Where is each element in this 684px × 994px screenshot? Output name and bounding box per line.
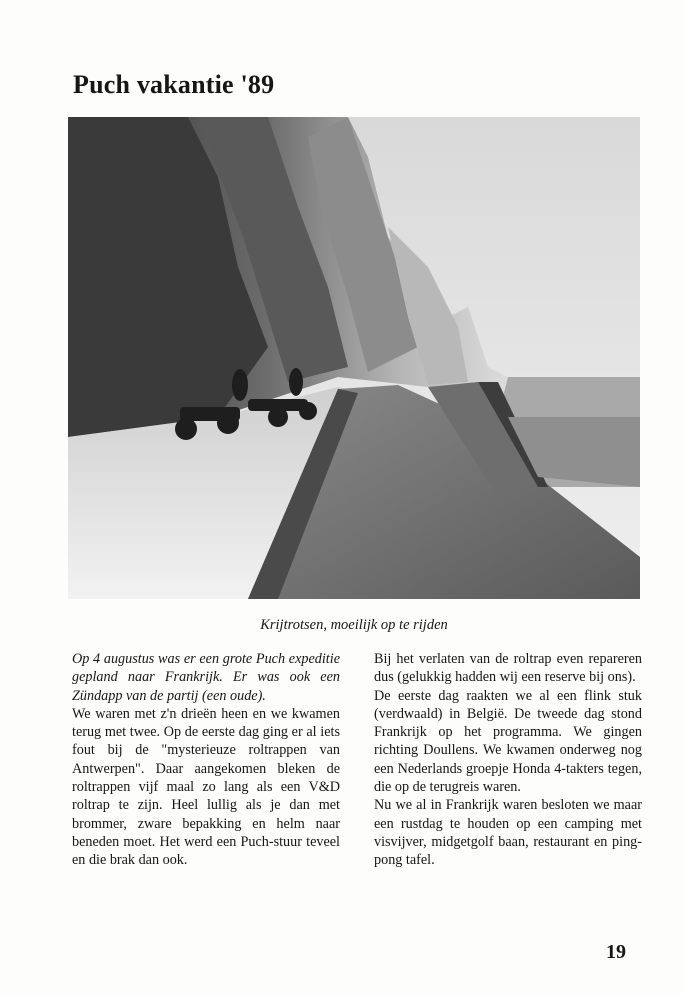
article-paragraph: Bij het verlaten van de roltrap even repareren dus (gelukkig hadden wij een reserve bij ons).: [374, 651, 642, 686]
cliffs-photo-drawing: [68, 117, 640, 599]
article-column-left: [72, 650, 340, 870]
cliffs-photo: [68, 117, 640, 599]
article-paragraph: De eerste dag raakten we al een flink stuk (verdwaald) in België. De tweede dag stond Frankrijk op het programma. We gingen richting Doullens. We kwamen onderweg nog een Nederlands groepje Honda 4-takters tegen, die op de terugreis waren.: [374, 687, 642, 796]
article-paragraph: We waren met z'n drieën heen en we kwamen terug met twee. Op de eerste dag ging er al iets fout bij de "mysterieuze roltrappen van Antwerpen". Daar aangekomen bleken de roltrappen vijf maal zo lang als een V&D roltrap te zijn. Heel lullig als je dan met brommer, zware bepakking en helm naar beneden moet. Het werd een Puch-stuur teveel en die brak dan ook.: [72, 705, 340, 869]
page-number: 19: [606, 941, 626, 963]
photo-caption: Krijtrotsen, moeilijk op te rijden: [260, 617, 448, 633]
article-paragraph: Nu we al in Frankrijk waren besloten we maar een rustdag te houden op een camping met visvijver, midgetgolf baan, restaurant en ping-pong tafel.: [374, 797, 642, 869]
article-column-right: [374, 650, 642, 870]
page-title: Puch vakantie '89: [73, 70, 275, 99]
article-intro: Op 4 augustus was er een grote Puch expeditie gepland naar Frankrijk. Er was ook een Zündapp van de partij (een oude).: [72, 651, 340, 704]
